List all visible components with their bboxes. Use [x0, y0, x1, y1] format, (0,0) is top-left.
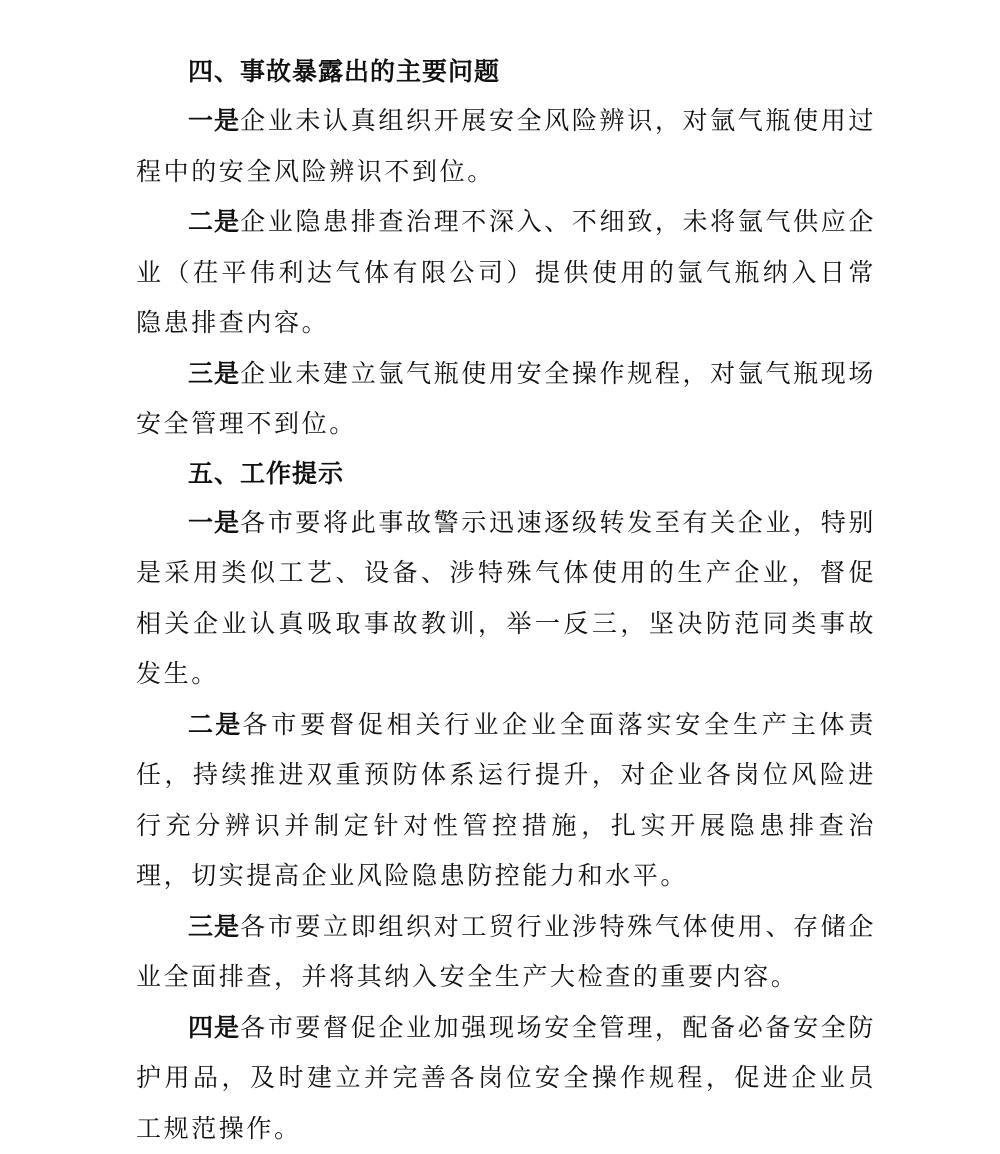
paragraph-text: 企业未认真组织开展安全风险辨识，对氩气瓶使用过程中的安全风险辨识不到位。: [136, 106, 876, 186]
paragraph-text: 各市要督促企业加强现场安全管理，配备必备安全防护用品，及时建立并完善各岗位安全操作规程，促进企业员工规范操作。: [136, 1013, 876, 1143]
paragraph-problem-3: [136, 349, 876, 450]
paragraph-tip-4: [136, 1003, 876, 1154]
paragraph-text: 各市要立即组织对工贸行业涉特殊气体使用、存储企业全面排查，并将其纳入安全生产大检查的重要内容。: [136, 912, 876, 992]
paragraph-lead: 一是: [188, 106, 240, 135]
paragraph-text: 企业未建立氩气瓶使用安全操作规程，对氩气瓶现场安全管理不到位。: [136, 359, 876, 439]
paragraph-lead: 二是: [188, 710, 243, 739]
paragraph-lead: 一是: [188, 508, 240, 537]
paragraph-text: 各市要将此事故警示迅速逐级转发至有关企业，特别是采用类似工艺、设备、涉特殊气体使用的生产企业，督促相关企业认真吸取事故教训，举一反三，坚决防范同类事故发生。: [136, 508, 876, 689]
paragraph-lead: 三是: [188, 359, 240, 388]
paragraph-problem-2: [136, 197, 876, 349]
paragraph-tip-1: [136, 498, 876, 700]
paragraph-tip-3: [136, 902, 876, 1003]
paragraph-text: 各市要督促相关行业企业全面落实安全生产主体责任，持续推进双重预防体系运行提升，对企业各岗位风险进行充分辨识并制定针对性管控措施，扎实开展隐患排查治理，切实提高企业风险隐患防控能力和水平。: [136, 710, 876, 891]
paragraph-tip-2: [136, 700, 876, 902]
paragraph-lead: 四是: [188, 1013, 240, 1042]
document-body: [136, 48, 876, 1154]
paragraph-lead: 三是: [188, 912, 240, 941]
section-heading-problems: 四、事故暴露出的主要问题: [136, 48, 876, 96]
section-heading-work-tips: 五、工作提示: [136, 450, 876, 498]
paragraph-problem-1: [136, 96, 876, 197]
paragraph-text: 企业隐患排查治理不深入、不细致，未将氩气供应企业（茌平伟利达气体有限公司）提供使用的氩气瓶纳入日常隐患排查内容。: [136, 207, 876, 337]
paragraph-lead: 二是: [188, 207, 240, 236]
